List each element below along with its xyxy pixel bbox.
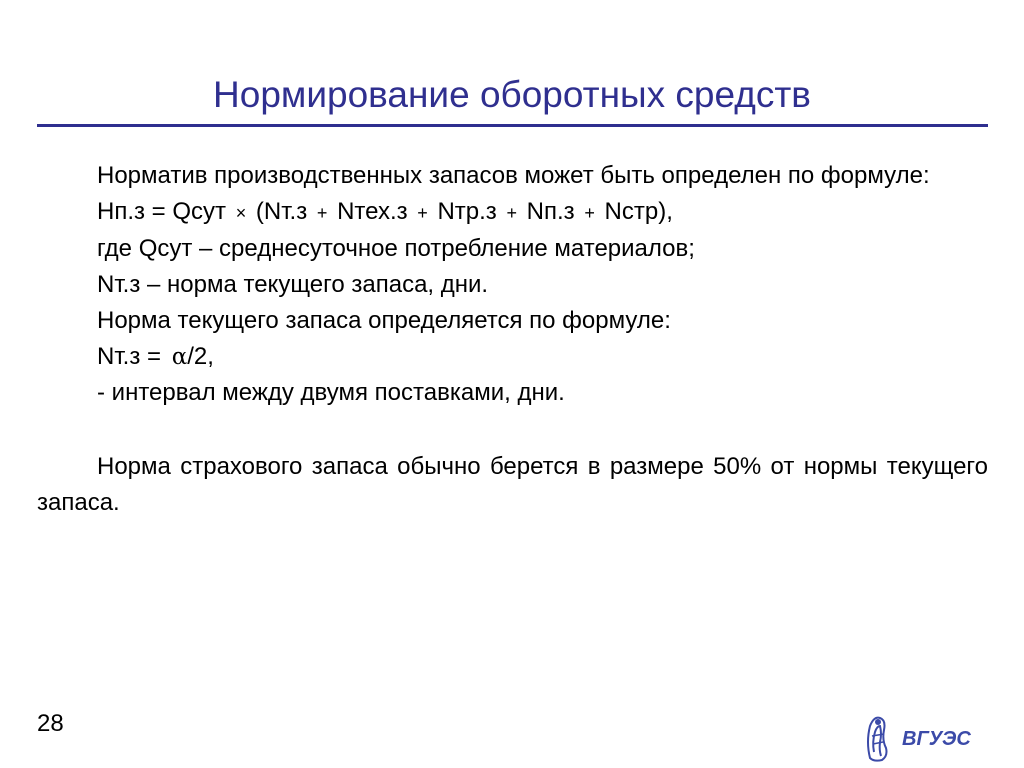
formula-part: Nп.з [526, 198, 575, 225]
formula-rhs: /2, [187, 343, 214, 370]
formula-part: Nстр), [604, 198, 673, 225]
paragraph-norm-definition: Норматив производственных запасов может быть определен по формуле: [97, 162, 930, 189]
slide-title: Нормирование оборотных средств [213, 74, 811, 115]
formula-part: (Nт.з [255, 198, 308, 225]
formula-part: Нп.з = Qсут [97, 198, 227, 225]
plus-sign: + [316, 203, 328, 223]
page-number: 28 [37, 710, 64, 737]
slide-body [37, 158, 988, 521]
plus-sign: + [506, 203, 517, 223]
logo-text: ВГУЭС [902, 728, 971, 750]
formula-lhs: Nт.з = [97, 343, 162, 370]
plus-sign: + [417, 203, 428, 223]
formula-part: Nтех.з [337, 198, 408, 225]
university-logo [862, 712, 986, 762]
paragraph-nt-definition: Nт.з – норма текущего запаса, дни. [97, 271, 489, 298]
formula-part: Nтр.з [437, 198, 497, 225]
emblem-icon [868, 718, 887, 761]
multiply-sign: × [235, 203, 247, 223]
paragraph-interval: - интервал между двумя поставками, дни. [97, 379, 565, 406]
plus-sign: + [584, 203, 595, 223]
paragraph-where-qsut: где Qсут – среднесуточное потребление материалов; [97, 235, 695, 262]
alpha-symbol: α [171, 344, 188, 370]
formula-production-stock [37, 194, 988, 231]
paragraph-safety-stock: Норма страхового запаса обычно берется в размере 50% от нормы текущего запаса. [37, 453, 988, 516]
paragraph-current-stock-norm: Норма текущего запаса определяется по формуле: [97, 307, 671, 334]
title-divider [37, 124, 988, 127]
formula-current-stock [37, 339, 988, 375]
